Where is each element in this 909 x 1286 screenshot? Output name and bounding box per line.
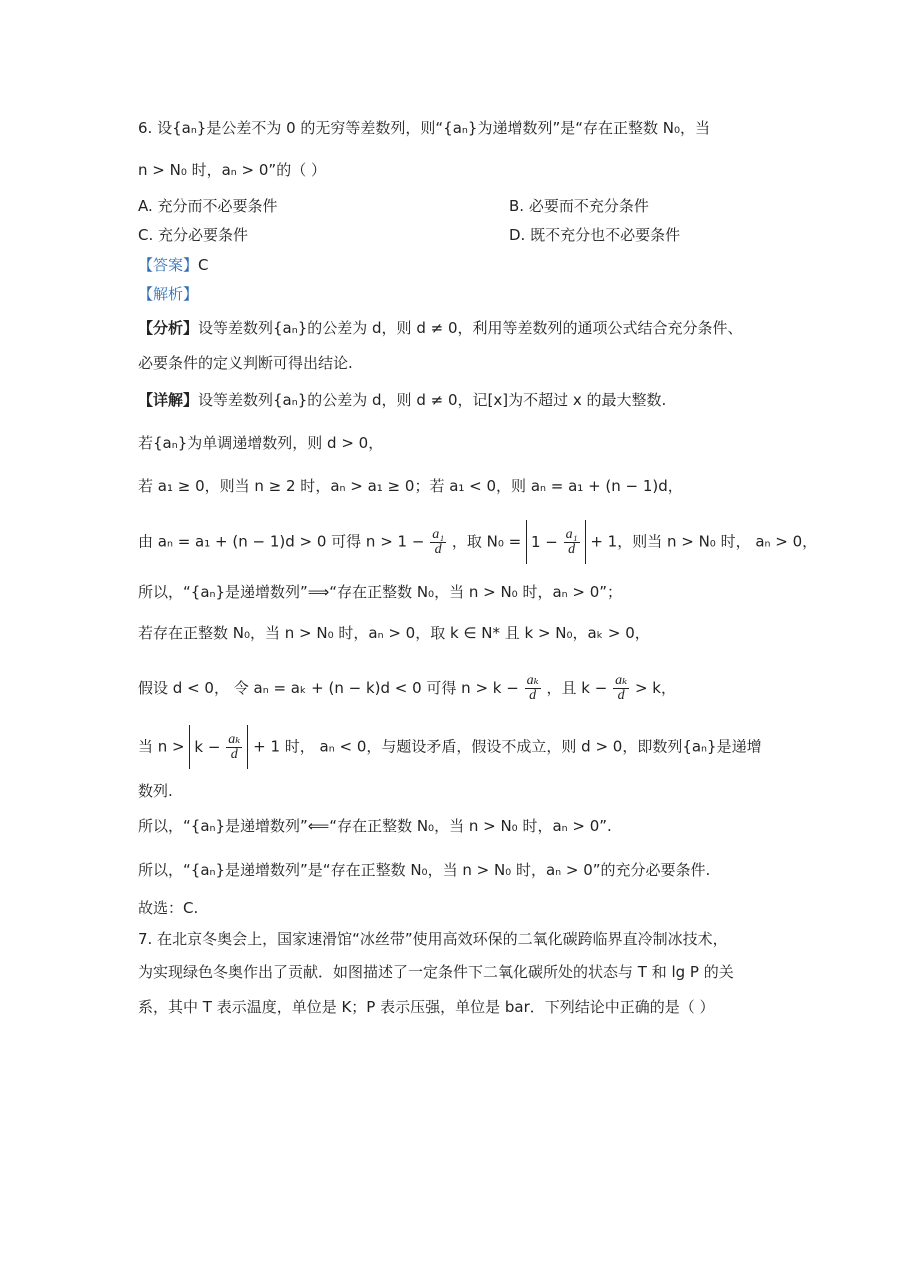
step-3 <box>138 520 817 564</box>
bracket-fraction <box>564 528 580 557</box>
q6-answer-line <box>138 254 209 276</box>
step-6 <box>138 668 676 708</box>
step-9: 所以，“{aₙ}是递增数列”⟸“存在正整数 N₀，当 n > N₀ 时，aₙ > 0”. <box>138 817 612 835</box>
step-10: 所以，“{aₙ}是递增数列”是“存在正整数 N₀，当 n > N₀ 时，aₙ > 0”的充分必要条件. <box>138 861 711 879</box>
step-6-text-b: d < 0， <box>172 679 229 697</box>
xiangjie-tag: 【详解】 <box>138 391 199 409</box>
bracket-inner-text: k − <box>194 738 221 756</box>
bracket-inner-text: 1 − <box>530 533 558 551</box>
step-7 <box>138 725 762 769</box>
q7-stem-line1: 7. 在北京冬奥会上，国家速滑馆“冰丝带”使用高效环保的二氧化碳跨临界直冷制冰技术， <box>138 930 728 948</box>
step-3-text-a: 由 aₙ = a₁ + (n − 1)d > 0 可得 n > 1 − <box>138 532 425 551</box>
step-7-text-d: aₙ < 0，与题设矛盾，假设不成立，则 <box>319 737 577 756</box>
xiangjie-text1: 设等差数列{aₙ}的公差为 d，则 d ≠ 0，记[x]为不超过 x 的最大整数. <box>198 391 667 409</box>
fraction-denominator: d <box>529 688 537 703</box>
step-11: 故选：C. <box>138 899 199 917</box>
fraction-ak-over-d <box>525 674 541 703</box>
fraction-denominator: d <box>617 688 625 703</box>
floor-bracket-2 <box>189 725 248 769</box>
fraction-numerator: aₖ <box>228 732 241 747</box>
answer-tag: 【答案】 <box>138 256 199 274</box>
step-6-text-c: 令 aₙ = aₖ + (n − k)d < 0 可得 n > k − <box>233 679 519 697</box>
q6-option-a: A. 充分而不必要条件 <box>138 197 278 215</box>
q6-option-c: C. 充分必要条件 <box>138 226 249 244</box>
bracket-fraction <box>226 733 242 762</box>
fenxi-line2: 必要条件的定义判断可得出结论. <box>138 354 353 372</box>
floor-bracket <box>526 520 586 564</box>
fraction-numerator: a₁ <box>432 526 445 542</box>
fraction-denominator: d <box>230 747 238 762</box>
q7-stem-line3: 系，其中 T 表示温度，单位是 K；P 表示压强，单位是 bar．下列结论中正确的是（ ） <box>138 998 715 1016</box>
step-6-text-d: ，且 k − <box>546 679 608 697</box>
step-8: 数列. <box>138 782 173 800</box>
q6-stem-line2: n > N₀ 时，aₙ > 0”的（ ） <box>138 161 326 179</box>
answer-value: C <box>198 256 209 274</box>
fraction-a1-over-d <box>430 528 446 557</box>
step-2: 若 a₁ ≥ 0，则当 n ≥ 2 时，aₙ > a₁ ≥ 0；若 a₁ < 0，则 aₙ = a₁ + (n − 1)d， <box>138 477 683 495</box>
fraction-numerator: aₖ <box>615 673 628 688</box>
step-5: 若存在正整数 N₀，当 n > N₀ 时，aₙ > 0，取 k ∈ N* 且 k > N₀，aₖ > 0， <box>138 624 650 642</box>
q6-option-d: D. 既不充分也不必要条件 <box>509 226 681 244</box>
step-7-text-e: d > 0，即数列{aₙ}是递增 <box>581 737 762 756</box>
fraction-numerator: aₖ <box>526 673 539 688</box>
step-3-text-d: + 1，则当 n > N₀ 时， <box>590 532 751 551</box>
step-7-text-a: 当 n > <box>138 737 185 756</box>
q7-stem-line2: 为实现绿色冬奥作出了贡献．如图描述了一定条件下二氧化碳所处的状态与 T 和 lg P 的关 <box>138 963 734 981</box>
q6-option-b: B. 必要而不充分条件 <box>509 197 649 215</box>
analysis-tag: 【解析】 <box>138 285 199 303</box>
fraction-denominator: d <box>434 541 442 557</box>
fenxi-text1: 设等差数列{aₙ}的公差为 d，则 d ≠ 0，利用等差数列的通项公式结合充分条件、 <box>198 319 743 337</box>
xiangjie-line1 <box>138 389 666 411</box>
step-3-text-b: ，取 N₀ = <box>451 532 522 551</box>
step-3-text-e: aₙ > 0， <box>755 532 818 551</box>
fenxi-line1 <box>138 317 743 339</box>
fraction-denominator: d <box>568 542 576 557</box>
step-6-text-a: 假设 <box>138 679 169 697</box>
fraction-ak-over-d-2 <box>613 674 629 703</box>
step-6-text-e: > k， <box>634 679 676 697</box>
fraction-numerator: a₁ <box>565 527 578 542</box>
q6-stem-line1: 6. 设{aₙ}是公差不为 0 的无穷等差数列，则“{aₙ}为递增数列”是“存在正整数 N₀，当 <box>138 119 710 137</box>
step-1: 若{aₙ}为单调递增数列，则 d > 0， <box>138 434 384 452</box>
step-4: 所以，“{aₙ}是递增数列”⟹“存在正整数 N₀，当 n > N₀ 时，aₙ > 0”； <box>138 583 623 601</box>
fenxi-tag: 【分析】 <box>138 319 199 337</box>
step-7-text-c: + 1 时， <box>253 737 315 756</box>
